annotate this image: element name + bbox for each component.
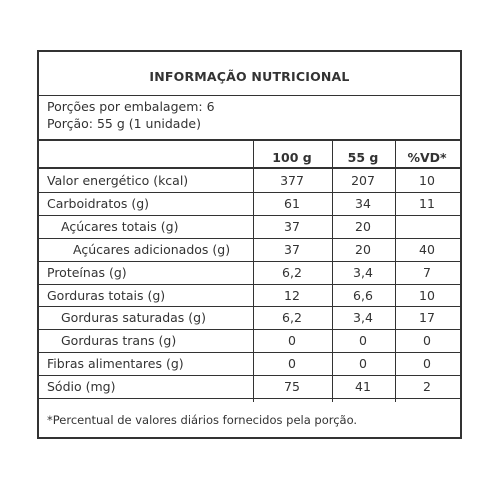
nutrient-label: Fibras alimentares (g) bbox=[47, 356, 184, 372]
nutrient-value: 34 bbox=[355, 195, 371, 211]
nutrient-value: 3,4 bbox=[353, 264, 373, 280]
nutrient-value: 3,4 bbox=[353, 310, 373, 326]
nutrient-label: Gorduras trans (g) bbox=[61, 333, 177, 349]
nutrient-value: 6,2 bbox=[282, 310, 302, 326]
row-divider bbox=[39, 398, 460, 399]
footnote: *Percentual de valores diários fornecidos pela porção. bbox=[47, 413, 358, 427]
nutrient-value: 10 bbox=[419, 287, 435, 303]
row-divider bbox=[39, 238, 460, 239]
row-divider bbox=[39, 352, 460, 353]
nutrient-label: Gorduras saturadas (g) bbox=[61, 310, 206, 326]
nutrient-value: 0 bbox=[423, 356, 431, 372]
nutrient-value: 0 bbox=[359, 333, 367, 349]
column-header: 100 g bbox=[272, 150, 312, 165]
row-divider bbox=[39, 261, 460, 262]
nutrient-label: Açúcares totais (g) bbox=[61, 218, 179, 234]
nutrient-value: 0 bbox=[288, 356, 296, 372]
nutrient-value: 37 bbox=[284, 241, 300, 257]
nutrient-value: 20 bbox=[355, 218, 371, 234]
nutrient-value: 11 bbox=[419, 195, 435, 211]
nutrient-value: 37 bbox=[284, 218, 300, 234]
column-header: %VD* bbox=[407, 150, 447, 165]
portion-size: Porção: 55 g (1 unidade) bbox=[47, 116, 201, 131]
nutrient-value: 40 bbox=[419, 241, 435, 257]
nutrient-label: Valor energético (kcal) bbox=[47, 173, 189, 188]
row-divider bbox=[39, 284, 460, 285]
column-header: 55 g bbox=[347, 150, 379, 165]
row-divider bbox=[39, 329, 460, 330]
row-divider bbox=[39, 192, 460, 193]
nutrient-value: 207 bbox=[351, 173, 375, 188]
nutrient-label: Carboidratos (g) bbox=[47, 195, 150, 211]
nutrient-value: 20 bbox=[355, 241, 371, 257]
nutrient-value: 2 bbox=[423, 379, 431, 395]
nutrient-value: 10 bbox=[419, 173, 435, 188]
row-divider bbox=[39, 306, 460, 307]
nutrient-value: 6,2 bbox=[282, 264, 302, 280]
nutrient-value: 41 bbox=[355, 379, 371, 395]
nutrient-label: Gorduras totais (g) bbox=[47, 287, 166, 303]
nutrient-value: 75 bbox=[284, 379, 300, 395]
header-divider bbox=[39, 167, 460, 169]
nutrient-value: 377 bbox=[280, 173, 304, 188]
servings-divider bbox=[39, 139, 460, 141]
nutrient-value: 7 bbox=[423, 264, 431, 280]
nutrient-value: 6,6 bbox=[353, 287, 373, 303]
table-title: INFORMAÇÃO NUTRICIONAL bbox=[149, 69, 350, 84]
servings-per-package: Porções por embalagem: 6 bbox=[47, 99, 215, 114]
nutrient-label: Açúcares adicionados (g) bbox=[73, 241, 231, 257]
nutrition-facts-panel bbox=[37, 50, 462, 439]
nutrient-value: 0 bbox=[288, 333, 296, 349]
title-divider bbox=[39, 95, 460, 96]
nutrient-value: 0 bbox=[359, 356, 367, 372]
nutrient-value: 17 bbox=[419, 310, 435, 326]
nutrient-value: 61 bbox=[284, 195, 300, 211]
nutrient-label: Proteínas (g) bbox=[47, 264, 127, 280]
nutrient-value: 12 bbox=[284, 287, 300, 303]
nutrient-label: Sódio (mg) bbox=[47, 379, 116, 395]
nutrient-value: 0 bbox=[423, 333, 431, 349]
row-divider bbox=[39, 215, 460, 216]
row-divider bbox=[39, 375, 460, 376]
